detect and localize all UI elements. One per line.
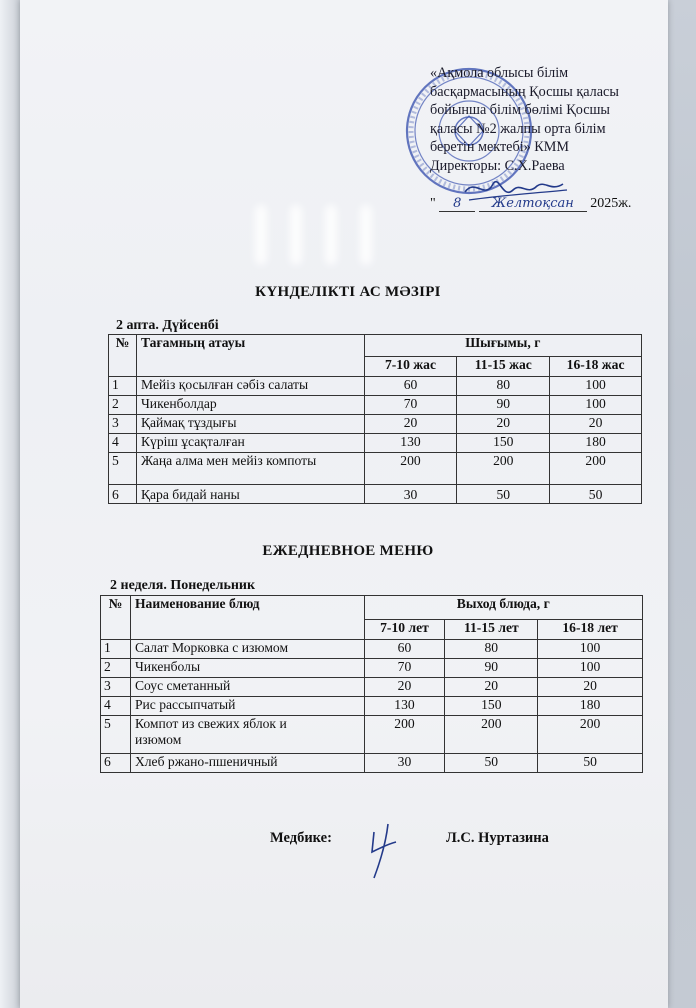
- row-name: Компот из свежих яблок и изюмом: [130, 716, 364, 754]
- row-no: 5: [109, 453, 137, 485]
- ru-age-16-18: 16-18 лет: [538, 620, 643, 640]
- row-val-a: 70: [364, 396, 457, 415]
- row-val-a: 20: [364, 678, 445, 697]
- light-glare: [255, 205, 267, 265]
- row-name: Салат Морковка с изюмом: [130, 640, 364, 659]
- row-val-a: 60: [364, 640, 445, 659]
- table-row: [101, 754, 643, 773]
- table-row: [101, 678, 643, 697]
- kz-col-output: Шығымы, г: [364, 335, 641, 357]
- row-val-b: 50: [445, 754, 538, 773]
- row-val-b: 200: [457, 453, 550, 485]
- table-row: [101, 697, 643, 716]
- row-name: Соус сметанный: [130, 678, 364, 697]
- approval-line: қаласы №2 жалпы орта білім: [430, 120, 606, 137]
- row-val-c: 20: [550, 415, 642, 434]
- row-val-a: 200: [364, 453, 457, 485]
- row-name: Мейіз қосылған сәбіз салаты: [136, 377, 364, 396]
- row-name: Хлеб ржано-пшеничный: [130, 754, 364, 773]
- row-val-c: 20: [538, 678, 643, 697]
- kz-menu-subtitle: 2 апта. Дүйсенбі: [116, 318, 219, 333]
- row-val-c: 100: [538, 640, 643, 659]
- light-glare: [290, 205, 302, 265]
- row-val-c: 180: [550, 434, 642, 453]
- background-wall: [0, 0, 22, 1008]
- nurse-name: Л.С. Нуртазина: [446, 830, 549, 846]
- row-val-b: 150: [445, 697, 538, 716]
- row-val-c: 200: [538, 716, 643, 754]
- light-glare: [360, 205, 372, 265]
- approval-line: «Ақмола облысы білім: [430, 65, 569, 81]
- row-val-a: 20: [364, 415, 457, 434]
- date-month: Желтоқсан: [479, 196, 587, 212]
- approval-line: Директоры: С.Х.Раева: [430, 157, 565, 174]
- ru-menu-table: [100, 595, 643, 773]
- row-no: 6: [109, 485, 137, 504]
- row-name: Қаймақ тұздығы: [136, 415, 364, 434]
- row-val-c: 200: [550, 453, 642, 485]
- table-row: [109, 415, 642, 434]
- row-val-b: 80: [445, 640, 538, 659]
- row-no: 2: [101, 659, 131, 678]
- row-val-a: 60: [364, 377, 457, 396]
- kz-menu-table: [108, 334, 642, 504]
- nurse-signature-icon: [366, 818, 406, 880]
- table-row: [109, 485, 642, 504]
- ru-menu-subtitle: 2 неделя. Понедельник: [110, 578, 256, 593]
- ru-menu-title: ЕЖЕДНЕВНОЕ МЕНЮ: [262, 543, 434, 559]
- date-day: 8: [439, 196, 475, 212]
- ru-col-no: №: [101, 596, 131, 640]
- kz-age-11-15: 11-15 жас: [457, 357, 550, 377]
- table-row: [109, 396, 642, 415]
- row-val-b: 200: [445, 716, 538, 754]
- ru-age-11-15: 11-15 лет: [445, 620, 538, 640]
- row-name: Рис рассыпчатый: [130, 697, 364, 716]
- row-val-c: 100: [550, 377, 642, 396]
- kz-col-no: №: [109, 335, 137, 377]
- ru-col-output: Выход блюда, г: [364, 596, 642, 620]
- approval-block: [430, 64, 655, 175]
- row-no: 3: [109, 415, 137, 434]
- row-val-b: 90: [457, 396, 550, 415]
- row-no: 3: [101, 678, 131, 697]
- row-val-b: 20: [445, 678, 538, 697]
- row-val-b: 20: [457, 415, 550, 434]
- row-no: 4: [101, 697, 131, 716]
- kz-age-16-18: 16-18 жас: [550, 357, 642, 377]
- date-year: 2025ж.: [590, 196, 632, 211]
- approval-line: бойынша білім бөлімі Қосшы: [430, 102, 610, 118]
- row-val-c: 180: [538, 697, 643, 716]
- row-val-a: 200: [364, 716, 445, 754]
- row-val-b: 150: [457, 434, 550, 453]
- approval-date: [430, 196, 631, 212]
- row-val-a: 70: [364, 659, 445, 678]
- row-val-a: 30: [364, 754, 445, 773]
- row-name: Чикенболдар: [136, 396, 364, 415]
- table-row: [101, 659, 643, 678]
- row-val-b: 90: [445, 659, 538, 678]
- row-no: 4: [109, 434, 137, 453]
- kz-menu-title: КҮНДЕЛІКТІ АС МӘЗІРІ: [255, 284, 441, 300]
- row-val-c: 50: [550, 485, 642, 504]
- row-no: 5: [101, 716, 131, 754]
- row-no: 1: [101, 640, 131, 659]
- table-row: [101, 716, 643, 754]
- row-no: 1: [109, 377, 137, 396]
- row-val-c: 100: [538, 659, 643, 678]
- row-val-b: 50: [457, 485, 550, 504]
- ru-col-name: Наименование блюд: [130, 596, 364, 640]
- ru-age-7-10: 7-10 лет: [364, 620, 445, 640]
- table-row: [101, 640, 643, 659]
- table-row: [109, 377, 642, 396]
- row-val-a: 30: [364, 485, 457, 504]
- table-row: [109, 453, 642, 485]
- kz-col-name: Тағамның атауы: [136, 335, 364, 377]
- row-no: 6: [101, 754, 131, 773]
- approval-line: беретін мектебі» КММ: [430, 139, 569, 155]
- approval-line: басқармасының Қосшы қаласы: [430, 83, 619, 100]
- row-name: Чикенболы: [130, 659, 364, 678]
- kz-age-7-10: 7-10 жас: [364, 357, 457, 377]
- table-row: [109, 434, 642, 453]
- light-glare: [325, 205, 337, 265]
- row-name: Қара бидай наны: [136, 485, 364, 504]
- row-val-a: 130: [364, 697, 445, 716]
- row-no: 2: [109, 396, 137, 415]
- row-val-b: 80: [457, 377, 550, 396]
- row-name: Күріш ұсақталған: [136, 434, 364, 453]
- row-val-c: 50: [538, 754, 643, 773]
- date-quote: ": [430, 196, 436, 211]
- row-val-a: 130: [364, 434, 457, 453]
- row-val-c: 100: [550, 396, 642, 415]
- nurse-role: Медбике:: [270, 830, 332, 846]
- row-name: Жаңа алма мен мейіз компоты: [136, 453, 364, 485]
